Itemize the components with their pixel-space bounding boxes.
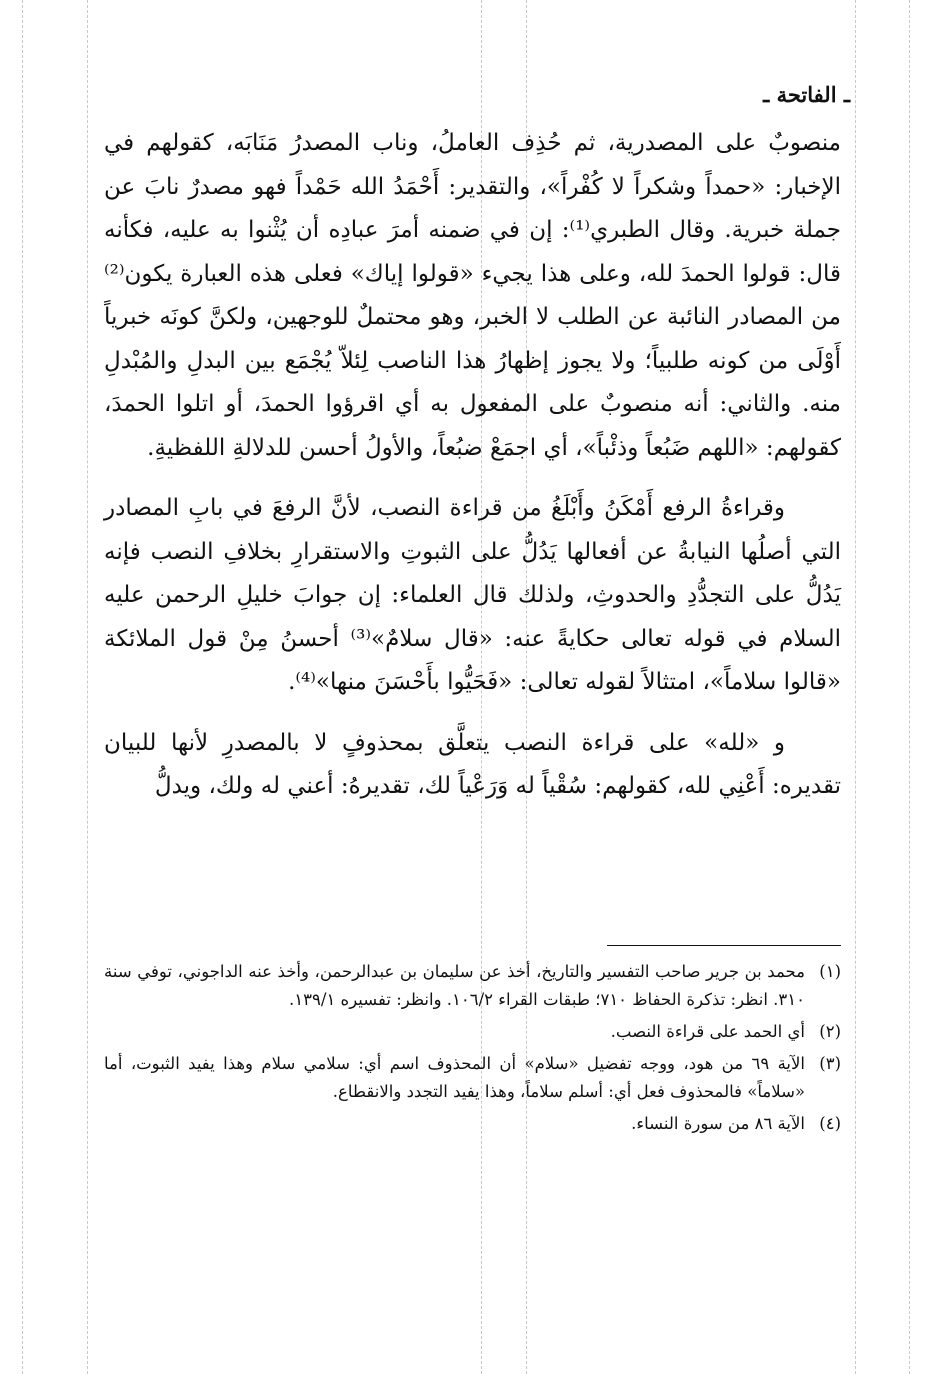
footnotes	[104, 958, 841, 1142]
guide-line	[87, 0, 88, 1374]
guide-line	[22, 0, 23, 1374]
footnote-number: (١)	[819, 962, 841, 981]
footnote-item	[104, 1018, 841, 1046]
footnote-item	[104, 1110, 841, 1138]
footnote-item	[104, 958, 841, 1014]
footnote-text: أي الحمد على قراءة النصب.	[610, 1022, 805, 1041]
footnote-text: الآية ٦٩ من هود، ووجه تفضيل «سلام» أن المحذوف اسم أي: سلامي سلام وهذا يفيد الثبوت، أما «سلاماً» فالمحذوف فعل أي: أسلم سلاماً، وهذا يفيد التجدد والانقطاع.	[104, 1054, 805, 1101]
footnote-number: (٣)	[819, 1054, 841, 1073]
guide-line	[855, 0, 856, 1374]
footnote-number: (٤)	[819, 1114, 841, 1133]
footnote-text: محمد بن جرير صاحب التفسير والتاريخ، أخذ عن سليمان بن عبدالرحمن، وأخذ عنه الداجوني، توفي سنة ٣١٠. انظر: تذكرة الحفاظ ٧١٠؛ طبقات القراء ١٠٦/٢. وانظر: تفسيره ١٣٩/١.	[104, 962, 805, 1009]
guide-line	[909, 0, 910, 1374]
footnote-text: الآية ٨٦ من سورة النساء.	[631, 1114, 805, 1133]
body-paragraph: منصوبٌ على المصدرية، ثم حُذِف العاملُ، وناب المصدرُ مَنَابَه، كقولهم في الإخبار: «حمداً وشكراً لا كُفْراً»، والتقدير: أَحْمَدُ الله حَمْداً فهو مصدرٌ نابَ عن جملة خبرية. وقال الطبري⁽¹⁾: إن في ضمنه أمرَ عبادِه أن يُثْنوا به عليه، فكأنه قال: قولوا الحمدَ لله، وعلى هذا يجيء «قولوا إياك» فعلى هذه العبارة يكون⁽²⁾ من المصادر النائبة عن الطلب لا الخبر، وهو محتملٌ للوجهين، ولكنَّ كونَه خبرياً أَوْلَى من كونه طلبياً؛ ولا يجوز إظهارُ هذا الناصب لِئلاّ يُجْمَع بين البدلِ والمُبْدلِ منه. والثاني: أنه منصوبٌ على المفعول به أي اقرؤوا الحمدَ، أو اتلوا الحمدَ، كقولهم: «اللهم ضَبُعاً وذئْباً»، أي اجمَعْ ضبُعاً، والأولُ أحسن للدلالةِ اللفظيةِ.	[104, 130, 841, 461]
footnote-item	[104, 1050, 841, 1106]
footnote-number: (٢)	[819, 1022, 841, 1041]
footnote-separator	[607, 945, 841, 946]
main-text	[104, 122, 841, 809]
running-header: ـ الفاتحة ـ	[763, 82, 850, 107]
body-paragraph: وقراءةُ الرفع أَمْكَنُ وأَبْلَغُ من قراءة النصب، لأنَّ الرفعَ في بابِ المصادر التي أصلُها النيابةُ عن أفعالها يَدُلُّ على الثبوتِ والاستقرارِ بخلافِ النصب فإنه يَدُلُّ على التجدُّدِ والحدوثِ، ولذلك قال العلماء: إن جوابَ خليلِ الرحمن عليه السلام في قوله تعالى حكايةً عنه: «قال سلامٌ»⁽³⁾ أحسنُ مِنْ قول الملائكة «قالوا سلاماً»، امتثالاً لقوله تعالى: «فَحَيُّوا بأَحْسَنَ منها»⁽⁴⁾.	[104, 495, 842, 695]
body-paragraph: و «لله» على قراءة النصب يتعلَّق بمحذوفٍ لا بالمصدرِ لأنها للبيان تقديره: أَعْنِي لله، كقولهم: سُقْياً له وَرَعْياً لك، تقديرهُ: أعني له ولك، ويدلُّ	[104, 729, 841, 799]
